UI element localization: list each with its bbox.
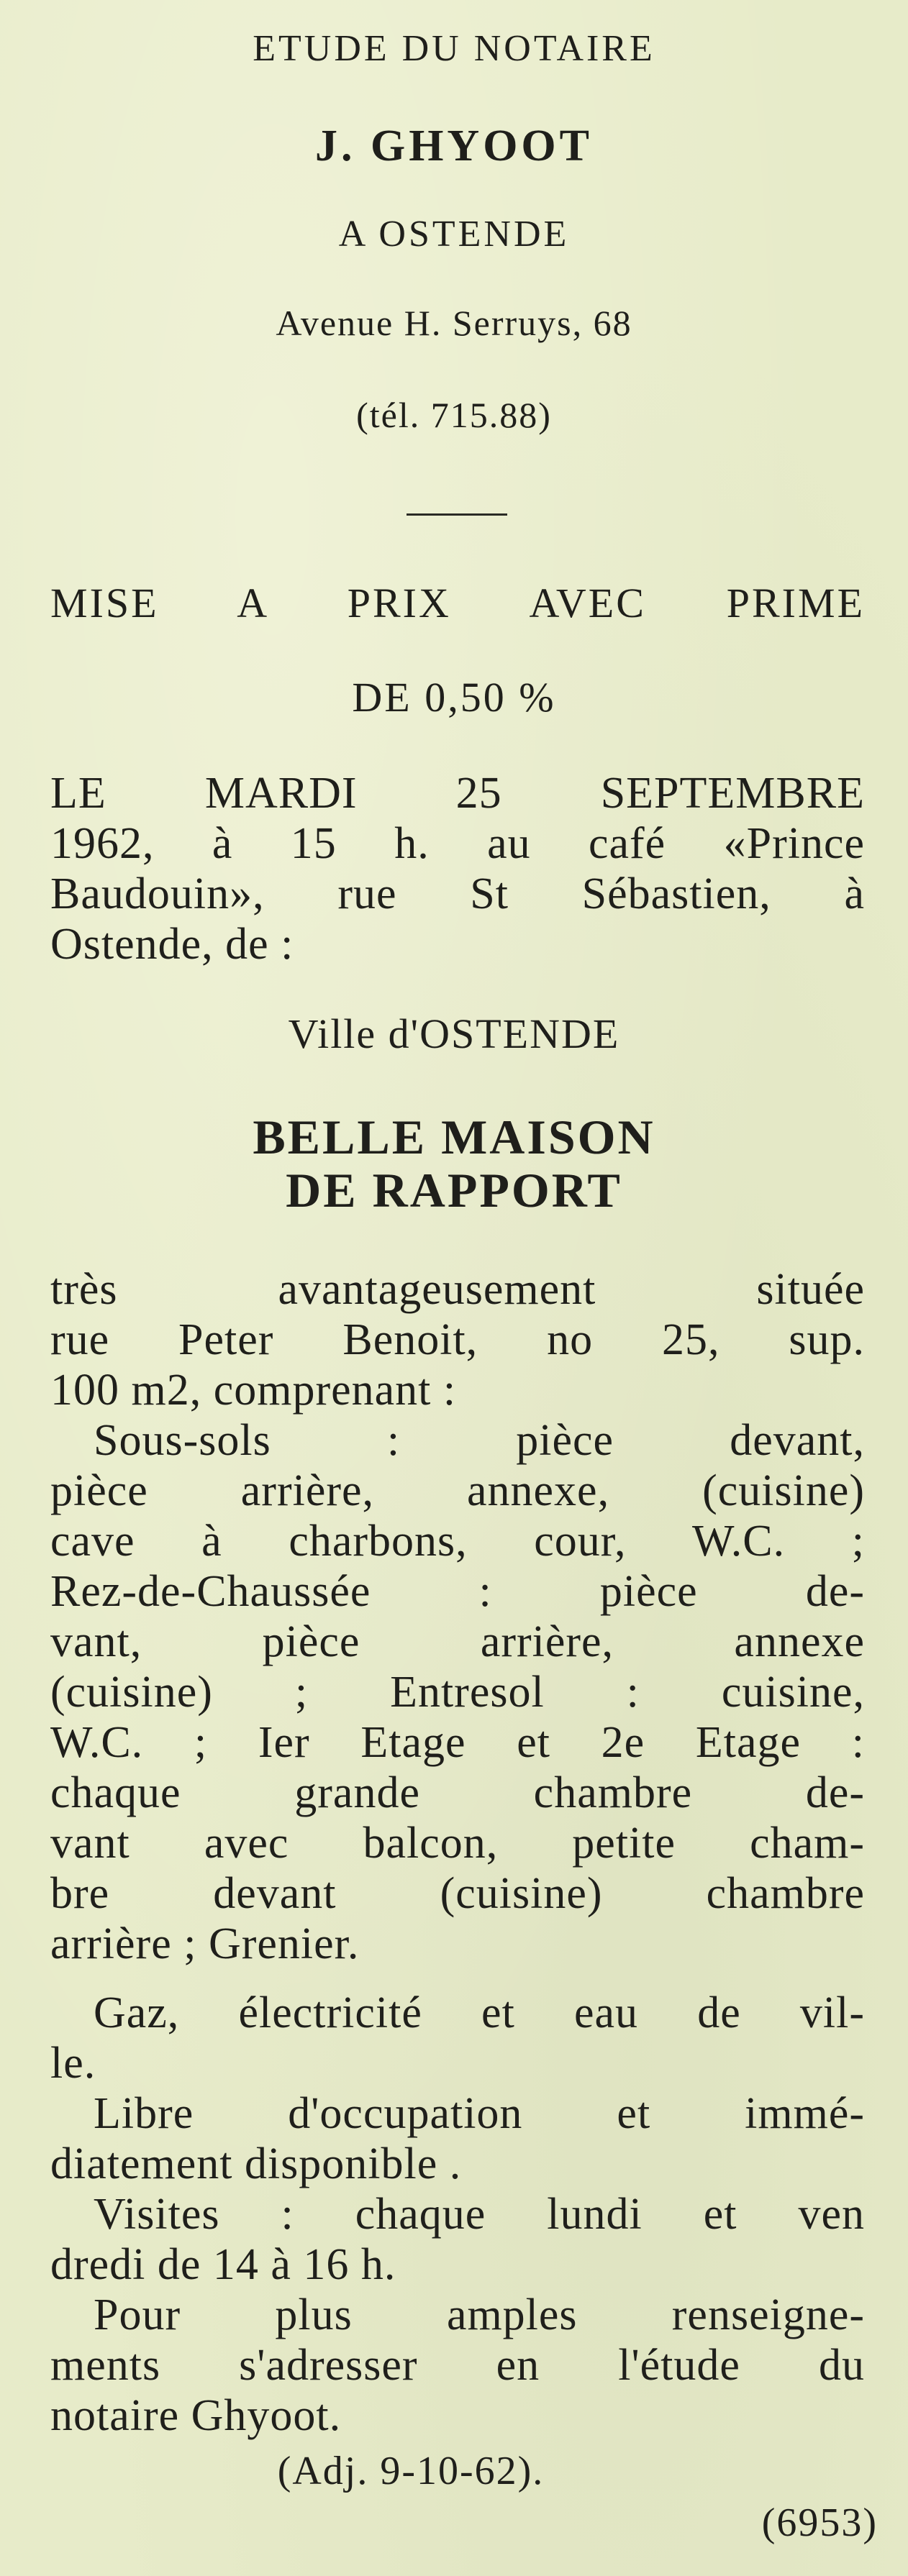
description-line: le.: [50, 2039, 96, 2088]
auction-intro-line: Baudouin», rue St Sébastien, à: [50, 869, 865, 918]
auction-intro-line: 1962, à 15 h. au café «Prince: [50, 819, 865, 868]
property-title-line2: DE RAPPORT: [286, 1163, 622, 1218]
description-line: Visites : chaque lundi et ven: [94, 2190, 865, 2239]
description-line: rue Peter Benoit, no 25, sup.: [50, 1315, 865, 1364]
description-line: Rez-de-Chaussée : pièce de-: [50, 1567, 865, 1616]
auction-intro-line: Ostende, de :: [50, 920, 294, 969]
notary-phone: (tél. 715.88): [356, 395, 552, 435]
description-line: vant avec balcon, petite cham-: [50, 1819, 865, 1868]
description-line: Gaz, électricité et eau de vil-: [94, 1988, 865, 2037]
notary-office-heading: ETUDE DU NOTAIRE: [253, 28, 655, 69]
separator-rule: [407, 513, 507, 516]
reference-number: (6953): [761, 2500, 878, 2545]
notary-name: J. GHYOOT: [314, 122, 594, 170]
description-line: vant, pièce arrière, annexe: [50, 1617, 865, 1666]
description-line: ments s'adresser en l'étude du: [50, 2341, 865, 2390]
property-town: Ville d'OSTENDE: [288, 1010, 620, 1057]
description-line: W.C. ; Ier Etage et 2e Etage :: [50, 1718, 865, 1767]
description-line: cave à charbons, cour, W.C. ;: [50, 1517, 865, 1566]
description-line: très avantageusement située: [50, 1265, 865, 1314]
description-line: notaire Ghyoot.: [50, 2391, 342, 2440]
description-line: Libre d'occupation et immé-: [94, 2089, 865, 2138]
description-line: Sous-sols : pièce devant,: [94, 1416, 865, 1465]
description-line: pièce arrière, annexe, (cuisine): [50, 1466, 865, 1515]
description-line: dredi de 14 à 16 h.: [50, 2240, 396, 2289]
auction-intro-line: LE MARDI 25 SEPTEMBRE: [50, 769, 865, 818]
notary-address: Avenue H. Serruys, 68: [276, 303, 632, 343]
description-line: 100 m2, comprenant :: [50, 1366, 457, 1415]
description-line: bre devant (cuisine) chambre: [50, 1869, 865, 1918]
description-line: chaque grande chambre de-: [50, 1768, 865, 1817]
property-title-line1: BELLE MAISON: [253, 1110, 655, 1164]
notary-city: A OSTENDE: [338, 214, 570, 255]
adjudication-date: (Adj. 9-10-62).: [277, 2449, 545, 2493]
auction-premium: DE 0,50 %: [352, 674, 556, 721]
description-line: Pour plus amples renseigne-: [94, 2290, 865, 2339]
description-line: arrière ; Grenier.: [50, 1919, 360, 1968]
auction-heading: MISE A PRIX AVEC PRIME: [50, 580, 865, 626]
description-line: (cuisine) ; Entresol : cuisine,: [50, 1668, 865, 1717]
description-line: diatement disponible .: [50, 2139, 462, 2188]
